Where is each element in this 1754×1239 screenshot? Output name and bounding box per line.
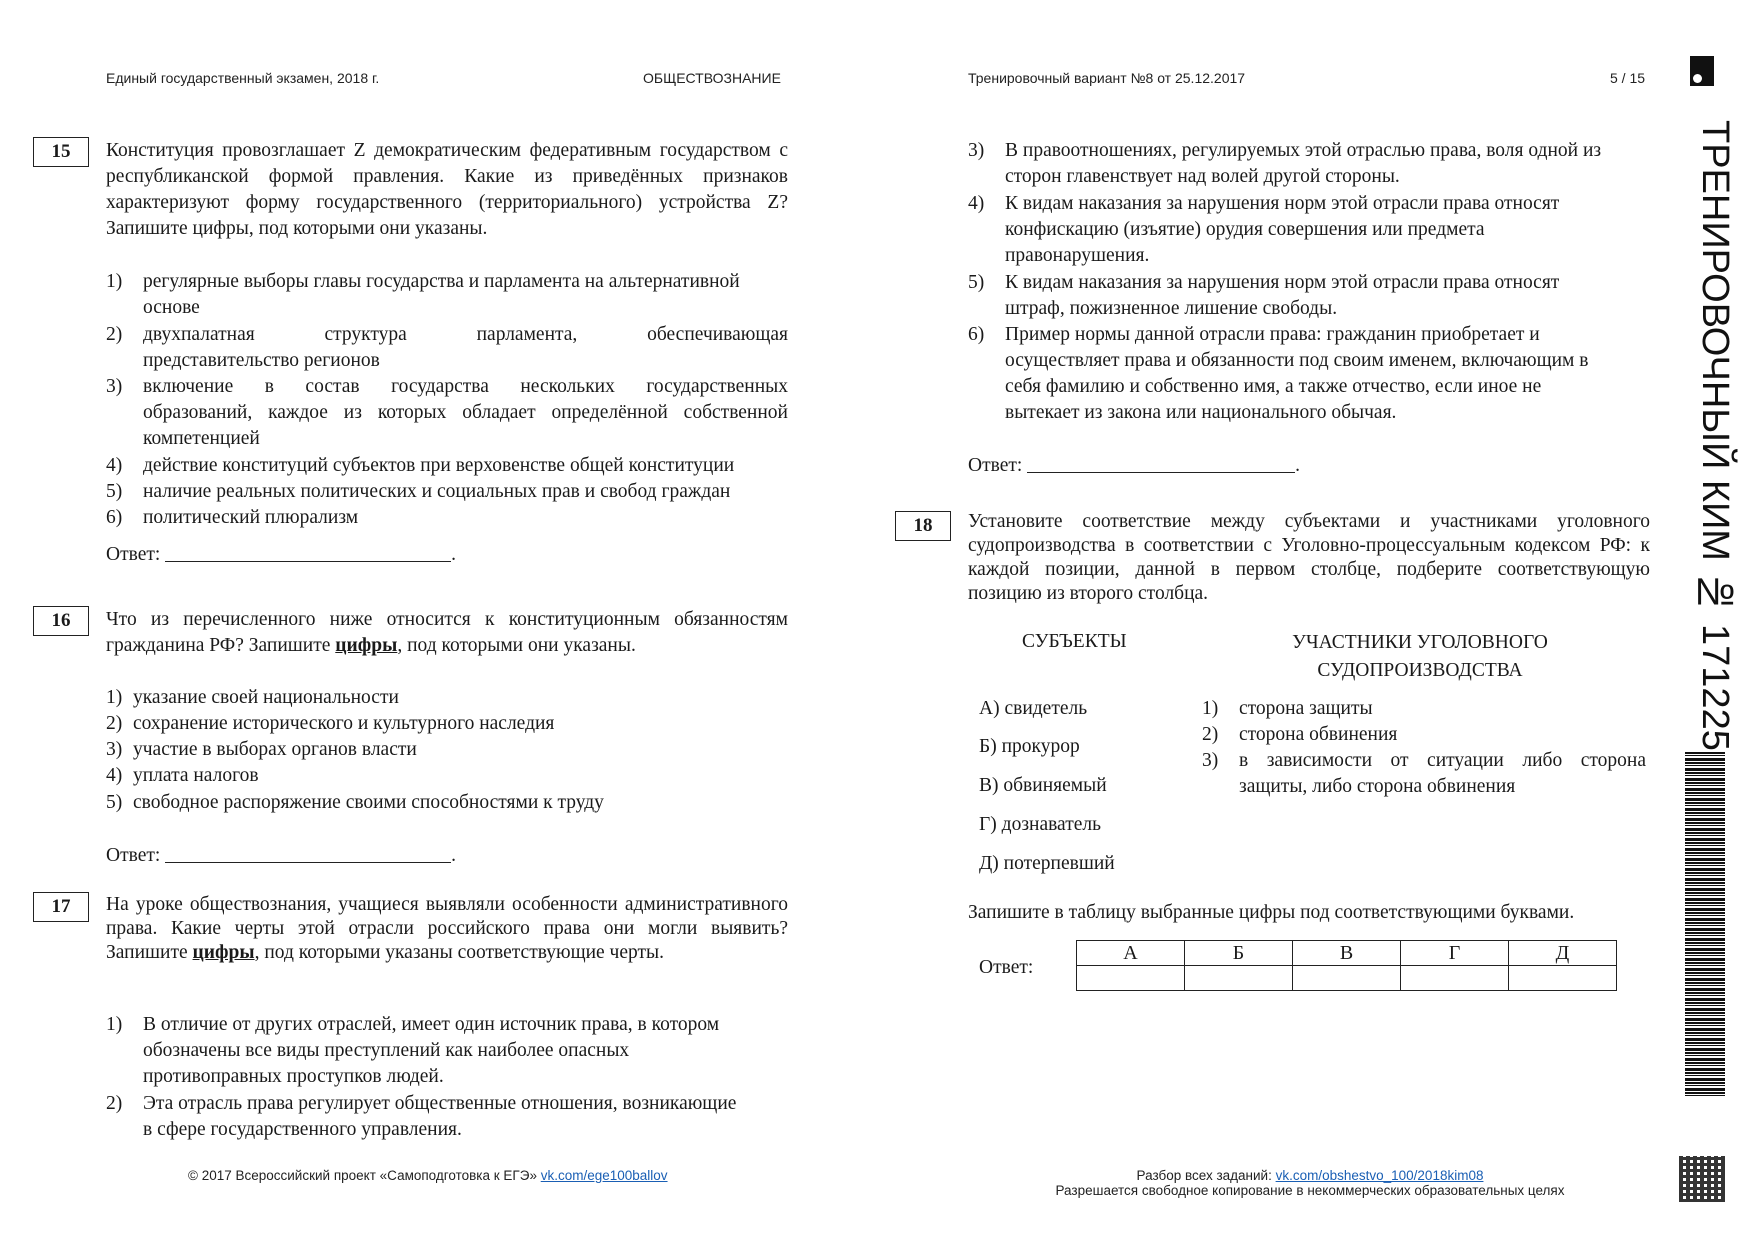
q15-option-text: представительство регионов: [143, 350, 380, 371]
header-variant: Тренировочный вариант №8 от 25.12.2017: [968, 70, 1246, 86]
q15-answer: Ответ: .: [106, 544, 457, 565]
q15-option-number: 4): [106, 455, 123, 476]
q15-option-text: включение в состав государства нескольких государственных: [143, 376, 788, 397]
footer-left: [188, 1168, 668, 1183]
q17-option-text: штраф, пожизненное лишение свободы.: [1005, 298, 1338, 319]
subject-g: Г) дознаватель: [979, 814, 1102, 835]
answer-table-input-row: [1077, 966, 1617, 991]
q17-option-3: [968, 138, 1650, 190]
question-15-text: Конституция провозглашает Z демократическим федеративным государством с республиканской формой правления. Какие из приведённых признаков характеризуют форму государственного (территориального) устройства Z? Запишите цифры, под которыми они указаны.: [106, 140, 788, 239]
q16-option-2: [106, 711, 788, 737]
q17-option-number: 5): [968, 272, 985, 293]
q15-option-number: 3): [106, 376, 123, 397]
q16-answer: Ответ: .: [106, 845, 457, 866]
answer-cell-v[interactable]: [1293, 966, 1401, 991]
question-16-text: [106, 607, 788, 659]
participant-number: 1): [1202, 698, 1219, 719]
header-exam: Единый государственный экзамен, 2018 г.: [106, 70, 380, 86]
footer-right-link[interactable]: vk.com/obshestvo_100/2018kim08: [1275, 1168, 1484, 1183]
q16-option-text: свободное распоряжение своими способностями к труду: [133, 792, 604, 813]
answer-cell-d[interactable]: [1509, 966, 1617, 991]
q17-option-number: 6): [968, 324, 985, 345]
q17-option-text: К видам наказания за нарушения норм этой отрасли права относят: [1005, 272, 1560, 293]
q16-option-number: 3): [106, 739, 123, 760]
question-text-emphasis: цифры: [335, 635, 398, 656]
q15-option-number: 1): [106, 271, 123, 292]
q17-option-text: правонарушения.: [1005, 245, 1150, 266]
answer-input-line[interactable]: [1027, 454, 1295, 473]
q17-option-text: сторон главенствует над волей другой стороны.: [1005, 166, 1400, 187]
subject-d: Д) потерпевший: [979, 853, 1115, 874]
q16-option-text: участие в выборах органов власти: [133, 739, 417, 760]
participant-text: сторона защиты: [1239, 698, 1373, 719]
question-number-15: 15: [33, 137, 89, 167]
barcode-icon: [1685, 752, 1725, 1098]
q16-option-text: уплата налогов: [133, 765, 259, 786]
q16-option-5: [106, 790, 788, 816]
question-17-text: [106, 893, 788, 965]
q15-option-number: 2): [106, 324, 123, 345]
participants-header-line: УЧАСТНИКИ УГОЛОВНОГО: [1292, 632, 1548, 653]
answer-table-header-row: [1077, 941, 1617, 966]
answer-table-header: А: [1077, 941, 1185, 966]
participant-number: 2): [1202, 724, 1219, 745]
participant-text: защиты, либо сторона обвинения: [1239, 776, 1516, 797]
q18-answer-label: Ответ:: [979, 957, 1034, 978]
q17-option-1: [106, 1012, 788, 1090]
q17-option-text: Эта отрасль права регулирует общественные отношения, возникающие: [143, 1093, 737, 1114]
q17-option-text: В отличие от других отраслей, имеет один источник права, в котором: [143, 1014, 720, 1035]
q15-option-text: основе: [143, 297, 200, 318]
q16-option-number: 1): [106, 687, 123, 708]
q16-option-4: [106, 763, 788, 789]
q15-option-text: действие конституций субъектов при верховенстве общей конституции: [143, 455, 735, 476]
q17-option-number: 4): [968, 193, 985, 214]
q16-option-3: [106, 737, 788, 763]
answer-table-header: Б: [1185, 941, 1293, 966]
q17-option-text: вытекает из закона или национального обычая.: [1005, 402, 1397, 423]
footer-analysis-label: Разбор всех заданий:: [1136, 1168, 1276, 1183]
answer-cell-g[interactable]: [1401, 966, 1509, 991]
subject-b: Б) прокурор: [979, 736, 1080, 757]
q15-option-5: [106, 479, 788, 505]
header-page: 5 / 15: [1610, 70, 1646, 86]
q15-option-text: наличие реальных политических и социальных прав и свобод граждан: [143, 481, 731, 502]
answer-cell-b[interactable]: [1185, 966, 1293, 991]
answer-table-header: Д: [1509, 941, 1617, 966]
subject-a: А) свидетель: [979, 698, 1088, 719]
q15-option-text: регулярные выборы главы государства и парламента на альтернативной: [143, 271, 740, 292]
q15-option-text: образований, каждое из которых обладает определённой собственной: [143, 402, 788, 423]
footer-left-link[interactable]: vk.com/ege100ballov: [540, 1168, 668, 1183]
participant-number: 3): [1202, 750, 1219, 771]
answer-label: Ответ:: [106, 544, 161, 565]
q17-option-4: [968, 191, 1650, 269]
q17-option-6: [968, 322, 1650, 426]
q15-option-4: [106, 453, 788, 479]
q15-option-1: [106, 269, 788, 321]
q17-option-number: 1): [106, 1014, 123, 1035]
answer-table-header: Г: [1401, 941, 1509, 966]
q17-option-text: противоправных проступков людей.: [143, 1066, 444, 1087]
q15-option-6: [106, 505, 788, 531]
side-title: ТРЕНИРОВОЧНЫЙ КИМ № 171225: [1694, 120, 1736, 751]
participant-1: [1202, 696, 1647, 722]
q15-option-text: компетенцией: [143, 428, 260, 449]
qr-code-icon: [1679, 1156, 1725, 1202]
q15-option-3: [106, 374, 788, 452]
q17-option-5: [968, 270, 1650, 322]
q17-option-text: обозначены все виды преступлений как наиболее опасных: [143, 1040, 630, 1061]
q17-option-text: Пример нормы данной отрасли права: гражданин приобретает и: [1005, 324, 1540, 345]
participant-text: в зависимости от ситуации либо сторона: [1239, 750, 1646, 771]
q17-option-text: себя фамилию и собственно имя, а также отчество, если иное не: [1005, 376, 1542, 397]
answer-input-line[interactable]: [165, 844, 451, 863]
q16-option-text: указание своей национальности: [133, 687, 399, 708]
footer-license: Разрешается свободное копирование в некоммерческих образовательных целях: [1055, 1183, 1565, 1198]
q18-instruction: Запишите в таблицу выбранные цифры под соответствующими буквами.: [968, 902, 1575, 923]
participants-header-line: СУДОПРОИЗВОДСТВА: [1317, 660, 1523, 681]
q17-option-2: [106, 1091, 788, 1143]
q17-option-number: 3): [968, 140, 985, 161]
q16-option-text: сохранение исторического и культурного наследия: [133, 713, 555, 734]
question-text-part: , под которыми указаны соответствующие черты.: [254, 942, 665, 963]
q16-option-number: 5): [106, 792, 123, 813]
q17-option-text: конфискацию (изъятие) орудия совершения или предмета: [1005, 219, 1485, 240]
q15-option-text: двухпалатная структура парламента, обеспечивающая: [143, 324, 788, 345]
answer-table-header: В: [1293, 941, 1401, 966]
q17-option-number: 2): [106, 1093, 123, 1114]
answer-label: Ответ:: [106, 845, 161, 866]
participants-header: [1180, 629, 1660, 685]
q17-option-text: осуществляет права и обязанности под своим именем, включающим в: [1005, 350, 1589, 371]
q17-option-text: К видам наказания за нарушения норм этой отрасли права относят: [1005, 193, 1560, 214]
participant-2: [1202, 722, 1647, 748]
question-number-16: 16: [33, 606, 89, 636]
subjects-header: СУБЪЕКТЫ: [1022, 631, 1127, 652]
footer-copyright: © 2017 Всероссийский проект «Самоподготовка к ЕГЭ»: [188, 1168, 541, 1183]
participant-text: сторона обвинения: [1239, 724, 1398, 745]
question-text-part: Что из перечисленного ниже относится к конституционным обязанностям гражданина РФ? Запишите: [106, 609, 788, 656]
q17-option-text: в сфере государственного управления.: [143, 1119, 462, 1140]
answer-input-line[interactable]: [165, 543, 451, 562]
q16-option-number: 4): [106, 765, 123, 786]
q17-answer: Ответ: .: [968, 455, 1301, 476]
q18-answer-table: [1076, 940, 1617, 991]
subject-v: В) обвиняемый: [979, 775, 1107, 796]
answer-label: Ответ:: [968, 455, 1023, 476]
q15-option-2: [106, 322, 788, 374]
q15-option-text: политический плюрализм: [143, 507, 359, 528]
q15-option-number: 5): [106, 481, 123, 502]
footer-right: [1030, 1168, 1590, 1198]
question-18-text: Установите соответствие между субъектами и участниками уголовного судопроизводства в соответствии с Уголовно-процессуальным кодексом РФ: к каждой позиции, данной в первом столбце, подберите соответствующую позицию из второго столбца.: [968, 511, 1650, 604]
participant-3: [1202, 748, 1647, 800]
answer-cell-a[interactable]: [1077, 966, 1185, 991]
question-text-emphasis: цифры: [192, 942, 255, 963]
question-text-part: На уроке обществознания, учащиеся выявляли особенности административного права. Какие черты этой отрасли российского права они могли выявить? Запишите: [106, 894, 788, 963]
q16-option-1: [106, 685, 788, 711]
q15-option-number: 6): [106, 507, 123, 528]
question-number-17: 17: [33, 892, 89, 922]
question-number-18: 18: [895, 511, 951, 541]
q16-option-number: 2): [106, 713, 123, 734]
q17-option-text: В правоотношениях, регулируемых этой отраслью права, воля одной из: [1005, 140, 1602, 161]
header-subject: ОБЩЕСТВОЗНАНИЕ: [643, 70, 781, 86]
corner-marker-icon: [1690, 56, 1714, 86]
question-text-part: , под которыми они указаны.: [397, 635, 636, 656]
